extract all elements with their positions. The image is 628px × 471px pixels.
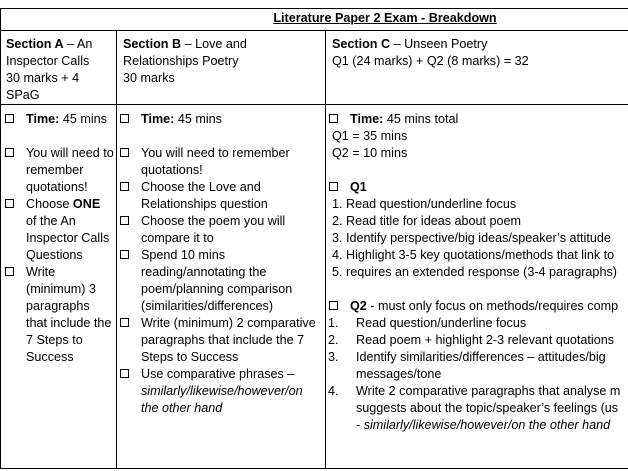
q2-step: [328, 315, 628, 332]
q1-heading: [328, 179, 628, 196]
section-c-subtitle: – Unseen Poetry: [390, 37, 488, 51]
section-b-item: [119, 213, 323, 247]
checkbox-icon: [120, 182, 129, 191]
checkbox-icon: [120, 216, 129, 225]
item-text: Write (minimum) 3 paragraphs that include the 7 Steps to Success: [26, 265, 112, 364]
step-number: 3.: [328, 350, 339, 364]
item-text-bold: ONE: [72, 197, 101, 211]
time-value: 45 mins: [174, 112, 222, 126]
section-a-title: Section A: [6, 37, 64, 51]
checkbox-icon: [5, 114, 14, 123]
table-bottom-border: [0, 468, 628, 469]
q2-time: Q2 = 10 mins: [332, 146, 408, 160]
checkbox-icon: [329, 114, 338, 123]
section-c-title: Section C: [332, 37, 391, 51]
q1-step: 2. Read title for ideas about poem: [332, 214, 522, 228]
item-text-rest: of the An Inspector Calls Questions: [26, 214, 110, 262]
section-a-item: [4, 145, 114, 196]
item-text: You will need to remember quotations!: [141, 146, 290, 177]
divider-b-c: [325, 31, 326, 469]
section-b-item: [119, 247, 323, 315]
item-text: You will need to remember quotations!: [26, 146, 114, 194]
section-c-body: [328, 111, 628, 434]
section-b-subtitle: – Love and Relationships Poetry: [123, 37, 247, 68]
checkbox-icon: [5, 148, 14, 157]
page-title: Literature Paper 2 Exam - Breakdown: [273, 11, 497, 25]
section-b-item: [119, 315, 323, 366]
time-label: Time:: [26, 112, 60, 126]
q1-step: 3. Identify perspective/big ideas/speaker’s attitude: [332, 231, 611, 245]
section-b-item: [119, 145, 323, 179]
step-number: 2.: [328, 333, 339, 347]
section-a-time: [4, 111, 114, 128]
section-a-subtitle: – An Inspector Calls: [6, 37, 93, 68]
item-text: Spend 10 mins reading/annotating the poem/planning comparison (similarities/differences): [141, 248, 293, 313]
comparative-phrases: similarly/likewise/however/on the other hand: [141, 384, 303, 415]
item-text: Choose the Love and Relationships question: [141, 180, 268, 211]
section-b-time: [119, 111, 323, 128]
q2-step: [328, 349, 628, 383]
section-a-item: [4, 196, 114, 264]
q1-time: Q1 = 35 mins: [332, 129, 408, 143]
section-c-marks: Q1 (24 marks) + Q2 (8 marks) = 32: [332, 54, 529, 68]
time-value: 45 mins total: [383, 112, 459, 126]
time-value: 45 mins: [59, 112, 107, 126]
section-a-marks: 30 marks + 4 SPaG: [6, 71, 80, 102]
checkbox-icon: [5, 199, 14, 208]
step-text: Read question/underline focus: [356, 316, 527, 330]
time-label: Time:: [141, 112, 175, 126]
q2-heading: [328, 298, 628, 315]
q1-label: Q1: [350, 180, 367, 194]
item-text: Choose the poem you will compare it to: [141, 214, 286, 245]
step-number: 4.: [328, 384, 339, 398]
section-c-time: [328, 111, 628, 128]
checkbox-icon: [329, 301, 338, 310]
q1-step: 4. Highlight 3-5 key quotations/methods that link to: [332, 248, 615, 262]
q1-step: 1. Read question/underline focus: [332, 197, 517, 211]
section-c-header: [332, 36, 628, 70]
q2-step: [328, 383, 628, 417]
checkbox-icon: [120, 318, 129, 327]
checkbox-icon: [120, 148, 129, 157]
item-text: Choose: [26, 197, 73, 211]
checkbox-icon: [329, 182, 338, 191]
step-text: Read poem + highlight 2-3 relevant quotations: [356, 333, 614, 347]
q2-description: - must only focus on methods/requires comp: [366, 299, 619, 313]
table-top-border: [0, 8, 628, 9]
table-left-border: [0, 8, 1, 469]
step-number: 1.: [328, 316, 339, 330]
divider-a-b: [116, 31, 117, 469]
section-b-header: [123, 36, 321, 87]
section-a-header: [6, 36, 112, 104]
section-a-item: [4, 264, 114, 366]
section-a-body: [4, 111, 114, 366]
checkbox-icon: [120, 369, 129, 378]
section-b-item: [119, 179, 323, 213]
header-row-border: [0, 104, 628, 105]
q1-step: 5. requires an extended response (3-4 paragraphs): [332, 265, 617, 279]
item-text: Use comparative phrases –: [141, 367, 295, 381]
checkbox-icon: [5, 267, 14, 276]
section-b-body: [119, 111, 323, 417]
q2-label: Q2: [350, 299, 367, 313]
title-row-border: [0, 30, 628, 31]
section-b-title: Section B: [123, 37, 182, 51]
step-text: Write 2 comparative paragraphs that analyse m suggests about the topic/speaker’s feelings (us: [356, 384, 621, 415]
section-b-marks: 30 marks: [123, 71, 175, 85]
checkbox-icon: [120, 250, 129, 259]
item-text: Write (minimum) 2 comparative paragraphs that include the 7 Steps to Success: [141, 316, 316, 364]
q2-step: [328, 332, 628, 349]
q2-comparative-phrases: - similarly/likewise/however/on the other hand: [356, 418, 611, 432]
step-text: Identify similarities/differences – attitudes/big messages/tone: [356, 350, 606, 381]
time-label: Time:: [350, 112, 384, 126]
section-b-item: [119, 366, 323, 417]
checkbox-icon: [120, 114, 129, 123]
